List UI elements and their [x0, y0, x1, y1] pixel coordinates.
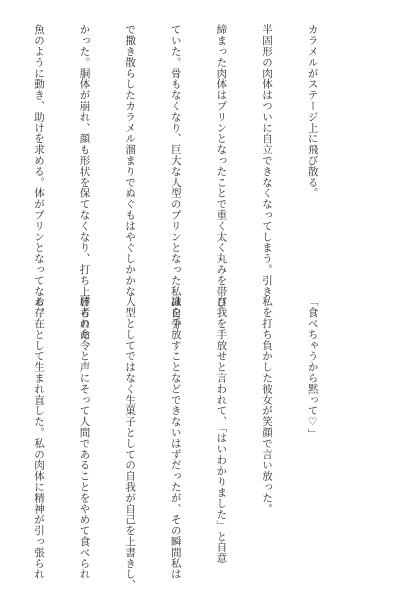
- upper-text-column: [0, 24, 350, 279]
- text-line: で撒き散らしたカラメル溜まりでぬぐもはやぐしかかな: [122, 24, 137, 279]
- text-line: 人型としてではなく生菓子としての自我が自己を上書きし、: [122, 296, 137, 551]
- text-line: 勝者の命令と声にそって人間であることをやめて食べられ: [76, 296, 91, 551]
- text-line: 半固形の肉体はついに自立できなくなってしまう。引き: [259, 24, 274, 279]
- text-line: 識を手放すことなどできないはずだったが、その瞬間私は: [168, 296, 183, 551]
- text-line: カラメルがステージ上に飛び散る。: [304, 24, 319, 279]
- text-line: る存在として生まれ直した。私の肉体に精神が引っ張られ: [31, 296, 46, 551]
- text-line: 魚のように動き、助けを求める。体がプリンとなってなお、: [31, 24, 46, 279]
- lower-text-column: [0, 296, 350, 551]
- text-line: ていた。骨もなくなり、巨大な人型のプリンとなった私は自分: [168, 24, 183, 279]
- text-line: 「食べちゃうから黙って♡」: [304, 296, 319, 551]
- text-line: 自我を手放せと言われて、「はいわかりました」と自意: [213, 296, 228, 551]
- text-line: 私を打ち負かした彼女が笑顔で言い放った。: [259, 296, 274, 551]
- text-line: 締まった肉体はプリンとなったことで重く太く丸みを帯び: [213, 24, 228, 279]
- text-line: かった。胴体が崩れ、顔も形状を保てなくなり、打ち上げられた: [76, 24, 91, 279]
